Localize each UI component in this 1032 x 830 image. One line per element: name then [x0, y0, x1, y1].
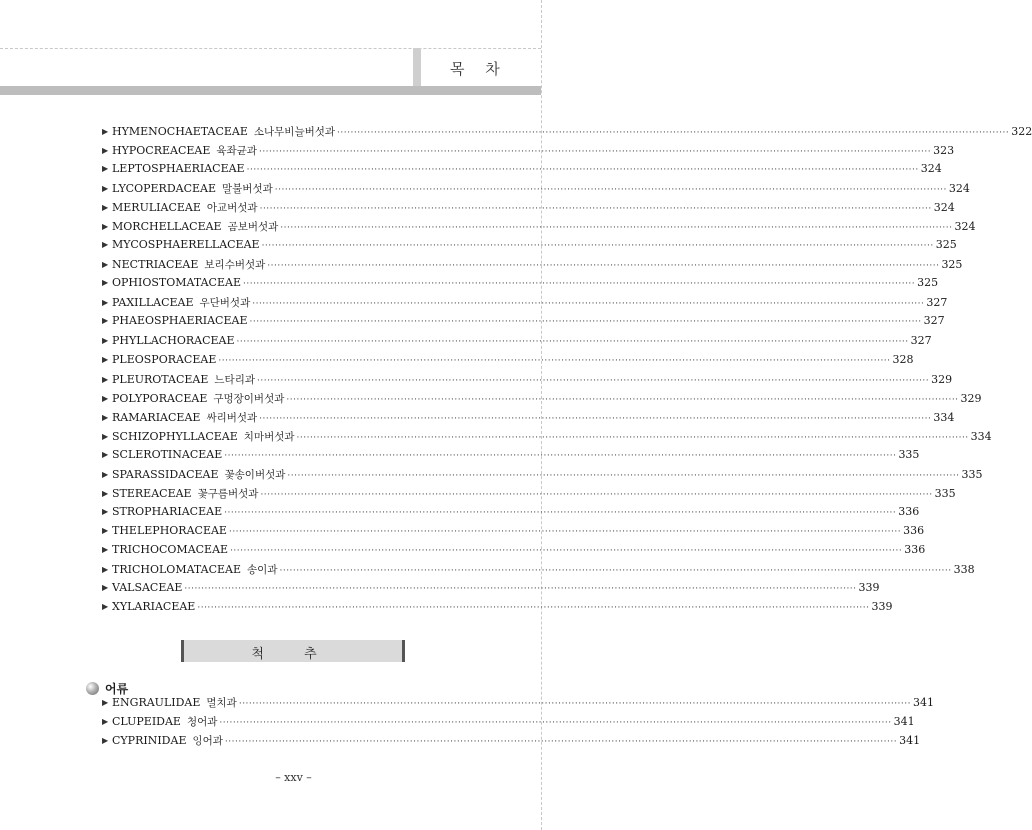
- entry-page-number: 336: [904, 543, 926, 557]
- triangle-bullet-icon: ▶: [102, 506, 109, 516]
- dot-leader: ········································································································································································································: [337, 128, 1010, 138]
- entry-page-number: 325: [935, 238, 957, 252]
- toc-entry[interactable]: [102, 581, 880, 600]
- toc-entry[interactable]: [102, 410, 955, 429]
- dot-leader: ········································································································································································································: [280, 223, 953, 234]
- entry-name: LYCOPERDACEAE: [112, 182, 217, 196]
- triangle-bullet-icon: ▶: [102, 449, 109, 459]
- toc-entry[interactable]: [102, 714, 915, 733]
- entry-name: HYMENOCHAETACEAE: [112, 125, 248, 138]
- entry-name: POLYPORACEAE: [112, 391, 208, 405]
- entry-korean-name: 소나무비늘버섯과: [253, 126, 336, 138]
- entry-name: PLEOSPORACEAE: [112, 352, 217, 366]
- dot-leader: ········································································································································································································: [261, 241, 934, 252]
- dot-leader: ········································································································································································································: [236, 336, 909, 347]
- triangle-bullet-icon: ▶: [102, 298, 109, 308]
- triangle-bullet-icon: ▶: [102, 393, 109, 403]
- triangle-bullet-icon: ▶: [102, 278, 109, 288]
- entry-name: XYLARIACEAE: [112, 600, 196, 614]
- toc-entry[interactable]: [102, 429, 992, 448]
- dot-leader: ········································································································································································································: [230, 546, 903, 557]
- dot-leader: ········································································································································································································: [224, 450, 897, 461]
- toc-entry[interactable]: [102, 314, 945, 333]
- triangle-bullet-icon: ▶: [102, 602, 109, 612]
- entry-name: SPARASSIDACEAE: [112, 467, 219, 481]
- entry-name: TRICHOLOMATACEAE: [112, 563, 242, 577]
- entry-page-number: 324: [920, 162, 942, 176]
- page-number: – xxv –: [275, 771, 312, 784]
- toc-entry[interactable]: [102, 333, 932, 353]
- section-toc-list: [102, 695, 934, 752]
- entry-korean-name: 구멍장이버섯과: [213, 392, 285, 405]
- entry-name: PHAEOSPHAERIACEAE: [112, 314, 248, 328]
- dot-leader: ········································································································································································································: [296, 432, 969, 443]
- toc-entry[interactable]: [102, 143, 955, 162]
- triangle-bullet-icon: ▶: [102, 545, 109, 555]
- entry-korean-name: 송이과: [247, 564, 278, 577]
- entry-name: ENGRAULIDAE: [112, 696, 201, 709]
- toc-entry[interactable]: [102, 733, 921, 752]
- toc-entry[interactable]: [102, 467, 983, 486]
- entry-page-number: 334: [970, 429, 992, 443]
- dot-leader: ········································································································································································································: [238, 699, 911, 709]
- dot-leader: ········································································································································································································: [224, 737, 898, 748]
- entry-page-number: 328: [892, 352, 914, 366]
- entry-name: STROPHARIACEAE: [112, 504, 223, 518]
- toc-entry[interactable]: [102, 562, 975, 581]
- dot-leader: ········································································································································································································: [184, 584, 857, 595]
- entry-page-number: 329: [931, 372, 953, 386]
- entry-page-number: 341: [899, 734, 921, 748]
- entry-name: SCHIZOPHYLLACEAE: [112, 429, 238, 443]
- entry-page-number: 323: [933, 144, 955, 158]
- triangle-bullet-icon: ▶: [102, 164, 109, 174]
- dot-leader: ········································································································································································································: [259, 413, 932, 424]
- entry-name: SCLEROTINACEAE: [112, 447, 223, 461]
- dot-leader: ········································································································································································································: [286, 394, 959, 405]
- triangle-bullet-icon: ▶: [102, 412, 109, 422]
- toc-entry[interactable]: [102, 486, 956, 505]
- dot-leader: ········································································································································································································: [267, 261, 940, 272]
- toc-entry[interactable]: [102, 600, 893, 619]
- entry-korean-name: 잉어과: [192, 735, 223, 748]
- entry-korean-name: 보리수버섯과: [204, 259, 266, 272]
- entry-page-number: 339: [858, 581, 880, 595]
- triangle-bullet-icon: ▶: [102, 565, 109, 575]
- entry-name: NECTRIACEAE: [112, 258, 199, 272]
- entry-name: LEPTOSPHAERIACEAE: [112, 162, 245, 176]
- dot-leader: ········································································································································································································: [252, 299, 925, 310]
- dot-leader: ········································································································································································································: [197, 603, 870, 614]
- entry-page-number: 335: [898, 447, 920, 461]
- dot-leader: ········································································································································································································: [279, 566, 952, 577]
- triangle-bullet-icon: ▶: [102, 525, 109, 535]
- entry-page-number: 327: [923, 314, 945, 328]
- entry-page-number: 329: [960, 391, 982, 405]
- entry-name: OPHIOSTOMATACEAE: [112, 276, 241, 290]
- entry-korean-name: 청어과: [186, 716, 218, 729]
- triangle-bullet-icon: ▶: [102, 335, 109, 345]
- entry-korean-name: 느타리과: [214, 373, 255, 386]
- entry-name: PLEUROTACEAE: [112, 372, 209, 386]
- toc-entry[interactable]: [102, 352, 914, 372]
- toc-entry[interactable]: [102, 295, 948, 314]
- entry-name: MERULIACEAE: [112, 201, 201, 215]
- toc-entry[interactable]: [102, 181, 970, 200]
- entry-page-number: 325: [941, 258, 963, 272]
- entry-page-number: 325: [917, 276, 939, 290]
- entry-korean-name: 꽃송이버섯과: [224, 468, 286, 481]
- entry-name: STEREACEAE: [112, 486, 192, 500]
- page-title: 목 차: [450, 60, 508, 78]
- entry-name: RAMARIACEAE: [112, 410, 201, 424]
- entry-page-number: 327: [910, 333, 932, 347]
- toc-entry[interactable]: [102, 276, 939, 295]
- entry-page-number: 335: [934, 486, 956, 500]
- entry-page-number: 327: [926, 296, 948, 310]
- triangle-bullet-icon: ▶: [102, 316, 109, 326]
- toc-entry[interactable]: [102, 162, 942, 181]
- triangle-bullet-icon: ▶: [102, 488, 109, 498]
- entry-korean-name: 말불버섯과: [222, 183, 273, 196]
- entry-page-number: 324: [933, 201, 955, 215]
- dot-leader: ········································································································································································································: [256, 375, 930, 386]
- entry-page-number: 336: [898, 504, 920, 518]
- dot-leader: ········································································································································································································: [228, 526, 902, 537]
- entry-name: MORCHELLACEAE: [112, 220, 222, 234]
- triangle-bullet-icon: ▶: [102, 583, 109, 593]
- toc-entry[interactable]: [102, 200, 955, 219]
- toc-entry[interactable]: [102, 523, 925, 543]
- entry-name: PAXILLACEAE: [112, 296, 194, 310]
- toc-entry[interactable]: [102, 504, 920, 524]
- dot-leader: ········································································································································································································: [260, 489, 933, 500]
- triangle-bullet-icon: ▶: [102, 354, 109, 364]
- entry-korean-name: 아교버섯과: [206, 202, 258, 215]
- entry-name: CYPRINIDAE: [112, 734, 187, 748]
- section-header: [181, 640, 405, 662]
- section-title: 척 추: [251, 647, 335, 662]
- entry-page-number: 324: [954, 220, 976, 234]
- entry-name: HYPOCREACEAE: [112, 144, 211, 158]
- circle-bullet-icon: [86, 682, 99, 695]
- toc-entry[interactable]: [102, 124, 1032, 143]
- entry-korean-name: 싸리버섯과: [206, 411, 258, 424]
- entry-name: THELEPHORACEAE: [112, 523, 227, 537]
- entry-page-number: 339: [871, 600, 893, 614]
- triangle-bullet-icon: ▶: [102, 717, 109, 727]
- toc-entry[interactable]: [102, 391, 982, 410]
- entry-korean-name: 치마버섯과: [243, 430, 295, 443]
- toc-list: [102, 124, 1032, 619]
- triangle-bullet-icon: ▶: [102, 260, 109, 270]
- toc-entry[interactable]: [102, 219, 976, 238]
- entry-name: PHYLLACHORACEAE: [112, 333, 235, 347]
- triangle-bullet-icon: ▶: [102, 127, 109, 136]
- entry-name: CLUPEIDAE: [112, 715, 181, 729]
- dot-leader: ········································································································································································································: [224, 507, 897, 518]
- entry-page-number: 338: [953, 563, 975, 577]
- entry-page-number: 336: [903, 523, 925, 537]
- header-rule: [0, 86, 541, 95]
- entry-page-number: 341: [893, 715, 915, 729]
- triangle-bullet-icon: ▶: [102, 431, 109, 441]
- dot-leader: ········································································································································································································: [274, 185, 947, 196]
- entry-korean-name: 꽃구름버섯과: [197, 487, 259, 500]
- triangle-bullet-icon: ▶: [102, 222, 109, 232]
- dot-leader: ········································································································································································································: [246, 165, 919, 176]
- entry-name: VALSACEAE: [112, 581, 183, 595]
- entry-page-number: 335: [961, 467, 983, 481]
- entry-page-number: 322: [1011, 125, 1032, 138]
- toc-entry[interactable]: [102, 447, 920, 467]
- toc-entry[interactable]: [102, 372, 953, 391]
- triangle-bullet-icon: ▶: [102, 736, 109, 746]
- toc-entry[interactable]: [102, 543, 926, 562]
- toc-entry[interactable]: [102, 238, 957, 257]
- triangle-bullet-icon: ▶: [102, 184, 109, 194]
- entry-korean-name: 육좌균과: [216, 145, 257, 158]
- header-tab-marker: [413, 48, 421, 86]
- triangle-bullet-icon: ▶: [102, 203, 109, 213]
- entry-name: TRICHOCOMACEAE: [112, 543, 229, 557]
- triangle-bullet-icon: ▶: [102, 240, 109, 250]
- dot-leader: ········································································································································································································: [219, 718, 892, 729]
- entry-korean-name: 멸치과: [206, 697, 237, 709]
- triangle-bullet-icon: ▶: [102, 469, 109, 479]
- entry-name: MYCOSPHAERELLACEAE: [112, 238, 260, 252]
- dot-leader: ········································································································································································································: [259, 204, 932, 215]
- dot-leader: ········································································································································································································: [242, 279, 916, 290]
- toc-entry[interactable]: [102, 257, 963, 276]
- dot-leader: ········································································································································································································: [287, 470, 960, 481]
- dot-leader: ········································································································································································································: [249, 317, 922, 328]
- entry-page-number: 324: [948, 182, 970, 196]
- dot-leader: ········································································································································································································: [218, 355, 891, 366]
- toc-entry[interactable]: [102, 695, 934, 714]
- entry-korean-name: 우단버섯과: [199, 297, 251, 310]
- triangle-bullet-icon: ▶: [102, 374, 109, 384]
- dot-leader: ········································································································································································································: [258, 147, 932, 158]
- triangle-bullet-icon: ▶: [102, 698, 109, 707]
- entry-korean-name: 곰보버섯과: [227, 221, 279, 234]
- triangle-bullet-icon: ▶: [102, 146, 109, 156]
- category-label: 어류: [105, 682, 129, 696]
- entry-page-number: 341: [913, 696, 934, 709]
- entry-page-number: 334: [933, 410, 955, 424]
